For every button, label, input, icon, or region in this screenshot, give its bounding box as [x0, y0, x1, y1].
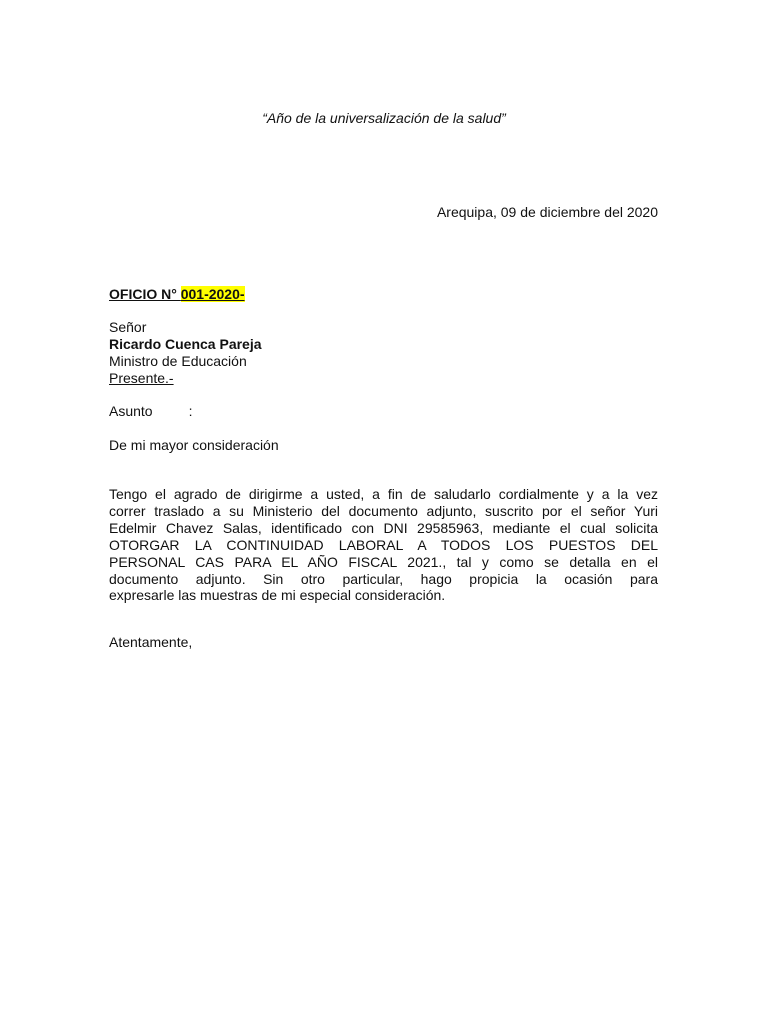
- motto-heading: “Año de la universalización de la salud”: [262, 110, 506, 126]
- recipient-position: Ministro de Educación: [109, 353, 247, 369]
- body-line: OTORGAR LA CONTINUIDAD LABORAL A TODOS LOS PUESTOS DEL: [109, 536, 658, 553]
- body-line: correr traslado a su Ministerio del documento adjunto, suscrito por el señor Yuri: [109, 502, 658, 519]
- date-line: Arequipa, 09 de diciembre del 2020: [436, 204, 658, 220]
- body-line: Edelmir Chavez Salas, identificado con DNI 29585963, mediante el cual solicita: [109, 519, 658, 536]
- oficio-number-highlighted: 001-2020-: [180, 286, 245, 302]
- recipient-presente: Presente.-: [109, 370, 174, 386]
- asunto-label: Asunto: [109, 403, 153, 419]
- oficio-label: OFICIO N°: [109, 286, 181, 302]
- asunto-colon: :: [188, 403, 193, 419]
- body-line: expresarle las muestras de mi especial consideración.: [109, 587, 446, 604]
- closing-line: Atentamente,: [109, 634, 193, 650]
- greeting: De mi mayor consideración: [109, 437, 279, 453]
- body-paragraph: [109, 486, 658, 604]
- body-line: documento adjunto. Sin otro particular, hago propicia la ocasión para: [109, 570, 658, 587]
- body-line: PERSONAL CAS PARA EL AÑO FISCAL 2021., tal y como se detalla en el: [109, 553, 658, 570]
- recipient-block: [109, 319, 262, 387]
- oficio-number: [109, 286, 245, 302]
- recipient-name: Ricardo Cuenca Pareja: [109, 336, 262, 352]
- asunto-line: [109, 403, 192, 419]
- recipient-salutation: Señor: [109, 319, 147, 335]
- body-line: Tengo el agrado de dirigirme a usted, a fin de saludarlo cordialmente y a la vez: [109, 486, 658, 502]
